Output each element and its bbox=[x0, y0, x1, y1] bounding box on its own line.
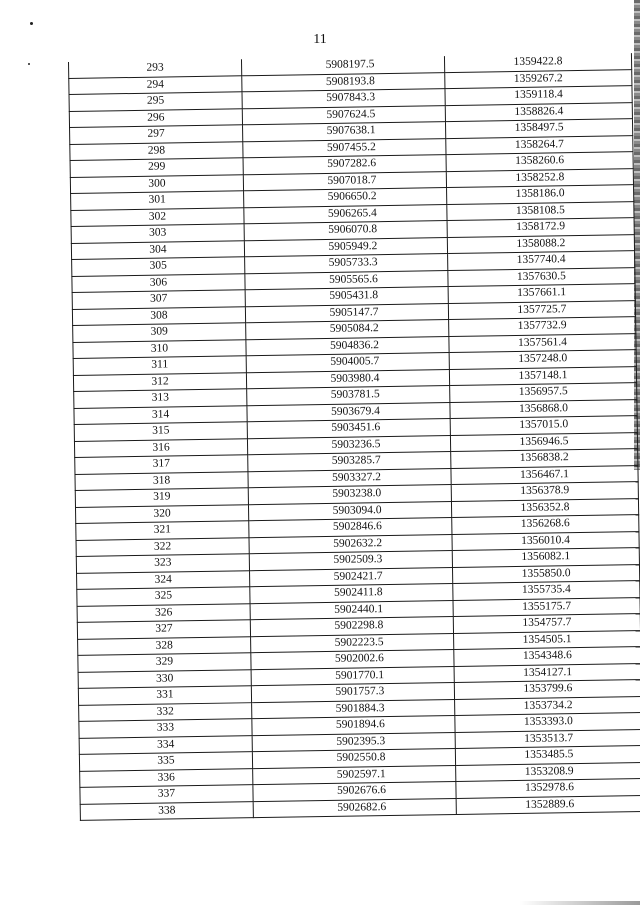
y-coordinate-cell: 1359422.8 bbox=[444, 53, 631, 72]
scan-edge-artifact bbox=[520, 901, 640, 905]
y-coordinate-cell: 1354348.6 bbox=[454, 647, 640, 666]
point-number-cell: 315 bbox=[74, 422, 247, 441]
y-coordinate-cell: 1355175.7 bbox=[453, 597, 640, 616]
y-coordinate-cell: 1353208.9 bbox=[456, 762, 640, 781]
point-number-cell: 306 bbox=[72, 273, 245, 292]
x-coordinate-cell: 5907282.6 bbox=[243, 155, 446, 175]
x-coordinate-cell: 5902002.6 bbox=[251, 650, 454, 670]
y-coordinate-cell: 1358108.5 bbox=[447, 201, 634, 220]
coordinate-table bbox=[68, 53, 640, 821]
y-coordinate-cell: 1356378.9 bbox=[451, 482, 638, 501]
x-coordinate-cell: 5903238.0 bbox=[248, 485, 451, 505]
point-number-cell: 321 bbox=[76, 521, 249, 540]
x-coordinate-cell: 5903236.5 bbox=[247, 435, 450, 455]
y-coordinate-cell: 1359267.2 bbox=[445, 69, 632, 88]
x-coordinate-cell: 5902597.1 bbox=[253, 765, 456, 785]
y-coordinate-cell: 1358497.5 bbox=[445, 119, 632, 138]
point-number-cell: 310 bbox=[73, 339, 246, 358]
point-number-cell: 300 bbox=[70, 174, 243, 193]
point-number-cell: 304 bbox=[71, 240, 244, 259]
y-coordinate-cell: 1359118.4 bbox=[445, 86, 632, 105]
point-number-cell: 297 bbox=[70, 125, 243, 144]
x-coordinate-cell: 5902676.6 bbox=[253, 781, 456, 801]
x-coordinate-cell: 5902682.6 bbox=[253, 798, 456, 818]
x-coordinate-cell: 5907624.5 bbox=[242, 105, 445, 125]
y-coordinate-cell: 1357248.0 bbox=[449, 350, 636, 369]
y-coordinate-cell: 1356946.5 bbox=[450, 432, 637, 451]
point-number-cell: 311 bbox=[73, 356, 246, 375]
x-coordinate-cell: 5905949.2 bbox=[244, 237, 447, 257]
point-number-cell: 320 bbox=[75, 504, 248, 523]
point-number-cell: 307 bbox=[72, 290, 245, 309]
y-coordinate-cell: 1358260.6 bbox=[446, 152, 633, 171]
x-coordinate-cell: 5907455.2 bbox=[243, 138, 446, 158]
y-coordinate-cell: 1358252.8 bbox=[446, 168, 633, 187]
x-coordinate-cell: 5903980.4 bbox=[246, 369, 449, 389]
point-number-cell: 303 bbox=[71, 224, 244, 243]
y-coordinate-cell: 1355850.0 bbox=[452, 564, 639, 583]
y-coordinate-cell: 1358088.2 bbox=[447, 234, 634, 253]
y-coordinate-cell: 1356868.0 bbox=[450, 399, 637, 418]
point-number-cell: 337 bbox=[80, 785, 253, 804]
point-number-cell: 309 bbox=[73, 323, 246, 342]
y-coordinate-cell: 1353485.5 bbox=[455, 746, 640, 765]
y-coordinate-cell: 1357661.1 bbox=[448, 284, 635, 303]
y-coordinate-cell: 1356010.4 bbox=[452, 531, 639, 550]
x-coordinate-cell: 5908197.5 bbox=[241, 56, 444, 75]
y-coordinate-cell: 1358826.4 bbox=[445, 102, 632, 121]
x-coordinate-cell: 5902298.8 bbox=[250, 617, 453, 637]
point-number-cell: 316 bbox=[74, 438, 247, 457]
scan-speck bbox=[28, 63, 30, 65]
x-coordinate-cell: 5905147.7 bbox=[245, 303, 448, 323]
point-number-cell: 308 bbox=[72, 306, 245, 325]
y-coordinate-cell: 1352978.6 bbox=[456, 779, 640, 798]
x-coordinate-cell: 5903451.6 bbox=[247, 419, 450, 439]
y-coordinate-cell: 1353799.6 bbox=[454, 680, 640, 699]
coordinate-table-wrap bbox=[68, 53, 626, 820]
point-number-cell: 322 bbox=[76, 537, 249, 556]
point-number-cell: 335 bbox=[79, 752, 252, 771]
point-number-cell: 327 bbox=[77, 620, 250, 639]
point-number-cell: 329 bbox=[78, 653, 251, 672]
y-coordinate-cell: 1357740.4 bbox=[448, 251, 635, 270]
y-coordinate-cell: 1354505.1 bbox=[454, 630, 640, 649]
point-number-cell: 332 bbox=[79, 702, 252, 721]
x-coordinate-cell: 5903781.5 bbox=[247, 386, 450, 406]
point-number-cell: 299 bbox=[70, 158, 243, 177]
y-coordinate-cell: 1354757.7 bbox=[453, 614, 640, 633]
y-coordinate-cell: 1356352.8 bbox=[451, 498, 638, 517]
point-number-cell: 323 bbox=[76, 554, 249, 573]
x-coordinate-cell: 5902223.5 bbox=[251, 633, 454, 653]
y-coordinate-cell: 1356082.1 bbox=[452, 548, 639, 567]
y-coordinate-cell: 1358172.9 bbox=[447, 218, 634, 237]
point-number-cell: 298 bbox=[70, 141, 243, 160]
x-coordinate-cell: 5904836.2 bbox=[246, 336, 449, 356]
x-coordinate-cell: 5903285.7 bbox=[248, 452, 451, 472]
x-coordinate-cell: 5901894.6 bbox=[252, 716, 455, 736]
y-coordinate-cell: 1357630.5 bbox=[448, 267, 635, 286]
x-coordinate-cell: 5908193.8 bbox=[242, 72, 445, 92]
point-number-cell: 328 bbox=[78, 636, 251, 655]
x-coordinate-cell: 5903327.2 bbox=[248, 468, 451, 488]
y-coordinate-cell: 1356467.1 bbox=[451, 465, 638, 484]
y-coordinate-cell: 1356838.2 bbox=[451, 449, 638, 468]
y-coordinate-cell: 1355735.4 bbox=[453, 581, 640, 600]
x-coordinate-cell: 5905565.6 bbox=[245, 270, 448, 290]
point-number-cell: 317 bbox=[75, 455, 248, 474]
x-coordinate-cell: 5906265.4 bbox=[244, 204, 447, 224]
point-number-cell: 333 bbox=[79, 719, 252, 738]
y-coordinate-cell: 1352889.6 bbox=[456, 795, 640, 814]
y-coordinate-cell: 1356957.5 bbox=[450, 383, 637, 402]
y-coordinate-cell: 1353513.7 bbox=[455, 729, 640, 748]
x-coordinate-cell: 5901757.3 bbox=[251, 683, 454, 703]
point-number-cell: 294 bbox=[69, 75, 242, 94]
x-coordinate-cell: 5907843.3 bbox=[242, 89, 445, 109]
point-number-cell: 313 bbox=[74, 389, 247, 408]
x-coordinate-cell: 5902509.3 bbox=[249, 551, 452, 571]
point-number-cell: 324 bbox=[77, 570, 250, 589]
point-number-cell: 314 bbox=[74, 405, 247, 424]
x-coordinate-cell: 5902395.3 bbox=[252, 732, 455, 752]
y-coordinate-cell: 1357732.9 bbox=[449, 317, 636, 336]
x-coordinate-cell: 5907638.1 bbox=[243, 122, 446, 142]
point-number-cell: 305 bbox=[72, 257, 245, 276]
y-coordinate-cell: 1357725.7 bbox=[448, 300, 635, 319]
point-number-cell: 302 bbox=[71, 207, 244, 226]
y-coordinate-cell: 1358264.7 bbox=[446, 135, 633, 154]
point-number-cell: 326 bbox=[77, 603, 250, 622]
y-coordinate-cell: 1353393.0 bbox=[455, 713, 640, 732]
x-coordinate-cell: 5901770.1 bbox=[251, 666, 454, 686]
x-coordinate-cell: 5906070.8 bbox=[244, 221, 447, 241]
x-coordinate-cell: 5905431.8 bbox=[245, 287, 448, 307]
point-number-cell: 319 bbox=[75, 488, 248, 507]
x-coordinate-cell: 5902421.7 bbox=[250, 567, 453, 587]
y-coordinate-cell: 1356268.6 bbox=[452, 515, 639, 534]
x-coordinate-cell: 5902632.2 bbox=[249, 534, 452, 554]
point-number-cell: 325 bbox=[77, 587, 250, 606]
x-coordinate-cell: 5902440.1 bbox=[250, 600, 453, 620]
point-number-cell: 312 bbox=[73, 372, 246, 391]
y-coordinate-cell: 1357561.4 bbox=[449, 333, 636, 352]
x-coordinate-cell: 5901884.3 bbox=[252, 699, 455, 719]
y-coordinate-cell: 1358186.0 bbox=[447, 185, 634, 204]
point-number-cell: 301 bbox=[71, 191, 244, 210]
x-coordinate-cell: 5903094.0 bbox=[248, 501, 451, 521]
page-number: 11 bbox=[313, 32, 327, 47]
x-coordinate-cell: 5905733.3 bbox=[245, 254, 448, 274]
x-coordinate-cell: 5903679.4 bbox=[247, 402, 450, 422]
scan-speck bbox=[30, 22, 33, 25]
x-coordinate-cell: 5907018.7 bbox=[243, 171, 446, 191]
y-coordinate-cell: 1354127.1 bbox=[454, 663, 640, 682]
y-coordinate-cell: 1357148.1 bbox=[449, 366, 636, 385]
x-coordinate-cell: 5902550.8 bbox=[252, 749, 455, 769]
point-number-cell: 331 bbox=[78, 686, 251, 705]
point-number-cell: 336 bbox=[80, 768, 253, 787]
point-number-cell: 334 bbox=[79, 735, 252, 754]
x-coordinate-cell: 5905084.2 bbox=[246, 320, 449, 340]
y-coordinate-cell: 1353734.2 bbox=[455, 696, 640, 715]
point-number-cell: 293 bbox=[68, 59, 241, 78]
point-number-cell: 338 bbox=[80, 801, 253, 820]
point-number-cell: 295 bbox=[69, 92, 242, 111]
point-number-cell: 330 bbox=[78, 669, 251, 688]
y-coordinate-cell: 1357015.0 bbox=[450, 416, 637, 435]
x-coordinate-cell: 5904005.7 bbox=[246, 353, 449, 373]
x-coordinate-cell: 5902846.6 bbox=[249, 518, 452, 538]
x-coordinate-cell: 5906650.2 bbox=[244, 188, 447, 208]
point-number-cell: 318 bbox=[75, 471, 248, 490]
x-coordinate-cell: 5902411.8 bbox=[250, 584, 453, 604]
point-number-cell: 296 bbox=[69, 108, 242, 127]
